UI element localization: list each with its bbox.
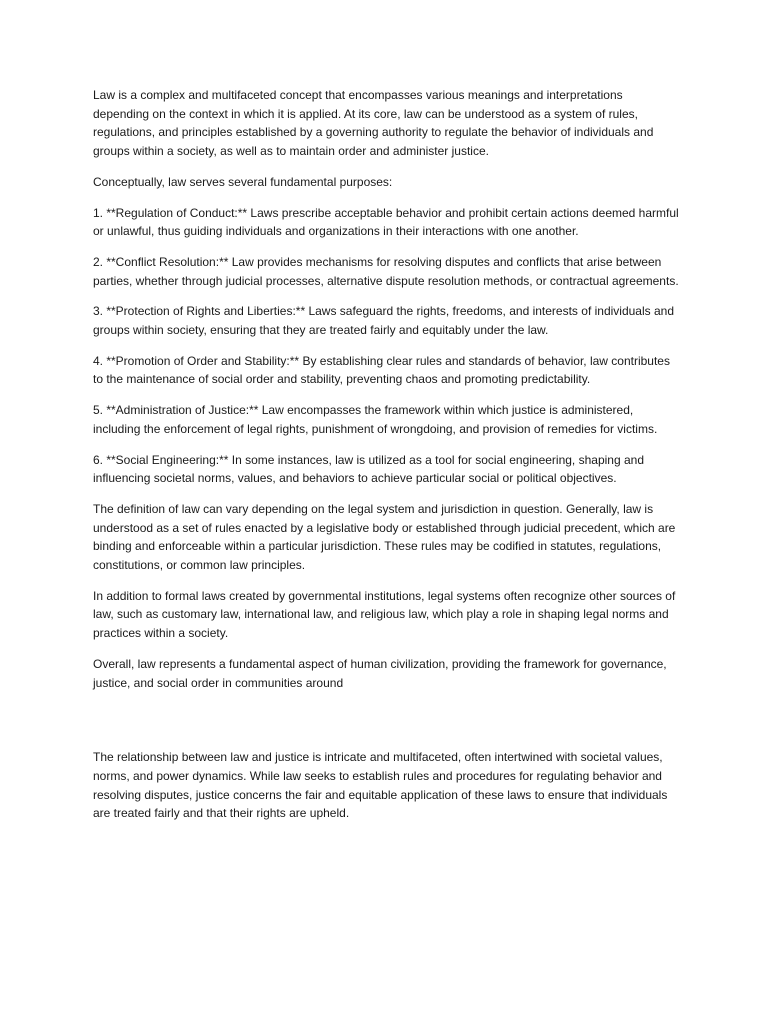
overall-paragraph: Overall, law represents a fundamental aspect of human civilization, providing the framework for governance, justice, and social order in communities around [93, 656, 667, 690]
definition-paragraph: The definition of law can vary depending on the legal system and jurisdiction in question. Generally, law is understood as a set of rules enacted by a legislative body or established through judicial precedent, which are binding and enforceable within a particular jurisdiction. These rules may be codified in statutes, regulations, constitutions, or common law principles. [93, 501, 676, 573]
document-page [93, 86, 679, 835]
paragraph-gap [93, 704, 679, 748]
list-item-order-stability: 4. **Promotion of Order and Stability:** By establishing clear rules and standards of behavior, law contributes to the maintenance of social order and stability, preventing chaos and promoting predictability. [93, 353, 670, 387]
list-item-regulation: 1. **Regulation of Conduct:** Laws prescribe acceptable behavior and prohibit certain actions deemed harmful or unlawful, thus guiding individuals and organizations in their interactions with one another. [93, 205, 679, 239]
list-item-administration-of-justice: 5. **Administration of Justice:** Law encompasses the framework within which justice is administered, including the enforcement of legal rights, punishment of wrongdoing, and provision of remedies for victims. [93, 403, 658, 436]
law-justice-paragraph: The relationship between law and justice is intricate and multifaceted, often intertwined with societal values, norms, and power dynamics. While law seeks to establish rules and procedures for regulating behavior and resolving disputes, justice concerns the fair and equitable application of these laws to ensure that individuals are treated fairly and that their rights are upheld. [93, 750, 668, 821]
list-item-conflict-resolution: 2. **Conflict Resolution:** Law provides mechanisms for resolving disputes and conflicts that arise between parties, whether through judicial processes, alternative dispute resolution methods, or contractual agreements. [93, 254, 679, 288]
intro-paragraph: Law is a complex and multifaceted concept that encompasses various meanings and interpretations depending on the context in which it is applied. At its core, law can be understood as a system of rules, regulations, and principles established by a governing authority to regulate the behavior of individuals and groups within a society, as well as to maintain order and administer justice. [93, 88, 654, 159]
purposes-heading: Conceptually, law serves several fundamental purposes: [93, 174, 393, 189]
list-item-protection-of-rights: 3. **Protection of Rights and Liberties:** Laws safeguard the rights, freedoms, and interests of individuals and groups within society, ensuring that they are treated fairly and equitably under the law. [93, 304, 674, 338]
list-item-social-engineering: 6. **Social Engineering:** In some instances, law is utilized as a tool for social engineering, shaping and influencing societal norms, values, and behaviors to achieve particular social or political objectives. [93, 452, 644, 486]
sources-paragraph: In addition to formal laws created by governmental institutions, legal systems often recognize other sources of law, such as customary law, international law, and religious law, which play a role in shaping legal norms and practices within a society. [93, 588, 676, 641]
